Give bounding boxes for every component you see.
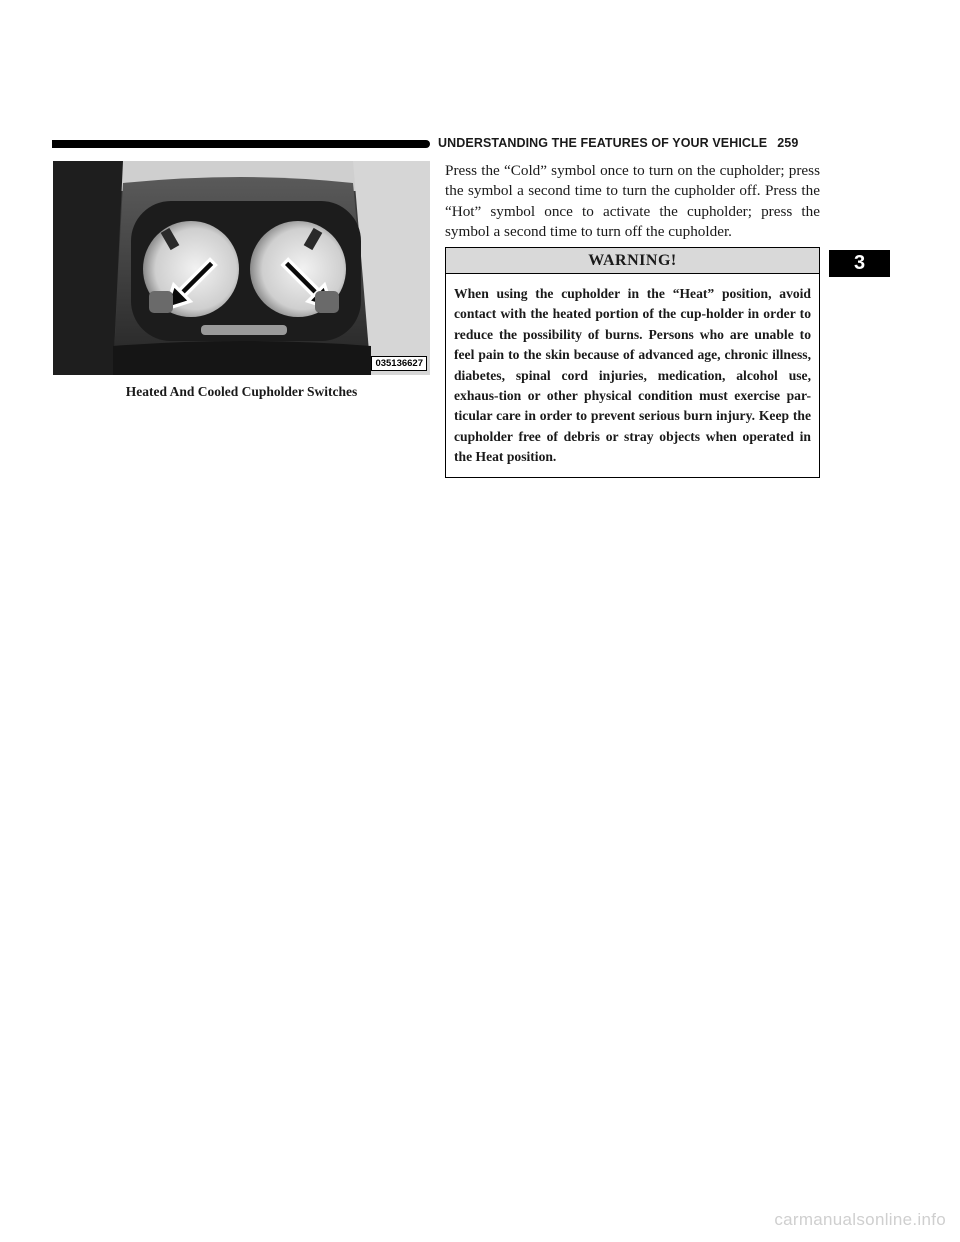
figure-caption: Heated And Cooled Cupholder Switches [125,384,358,399]
cupholder-photo [53,161,430,375]
cupholder-illustration [53,161,430,375]
figure-code: 035136627 [371,356,427,371]
warning-box [445,247,820,478]
page-number: 259 [777,136,799,150]
watermark: carmanualsonline.info [774,1210,946,1229]
header-title: UNDERSTANDING THE FEATURES OF YOUR VEHICLE [438,136,768,150]
chapter-tab: 3 [829,250,890,277]
warning-text: When using the cupholder in the “Heat” position, avoid contact with the heated portion of the cup-holder in order to reduce the possibility of burns. Persons who are unable to feel pain to the skin because of advanced age, chronic illness, diabetes, spinal cord injuries, medication, alcohol use, exhaus-tion or other physical condition must exercise par-ticular care in order to prevent serious burn injury. Keep the cupholder free of debris or stray objects when operated in the Heat position. [454,286,811,465]
warning-title: WARNING! [446,248,819,274]
running-header [438,136,798,150]
header-rule [52,140,430,148]
body-paragraph: Press the “Cold” symbol once to turn on the cupholder; press the symbol a second time to turn the cupholder off. Press the “Hot” symbol once to activate the cupholder; press the symbol a second time to turn off the cupholder. [445,162,820,241]
